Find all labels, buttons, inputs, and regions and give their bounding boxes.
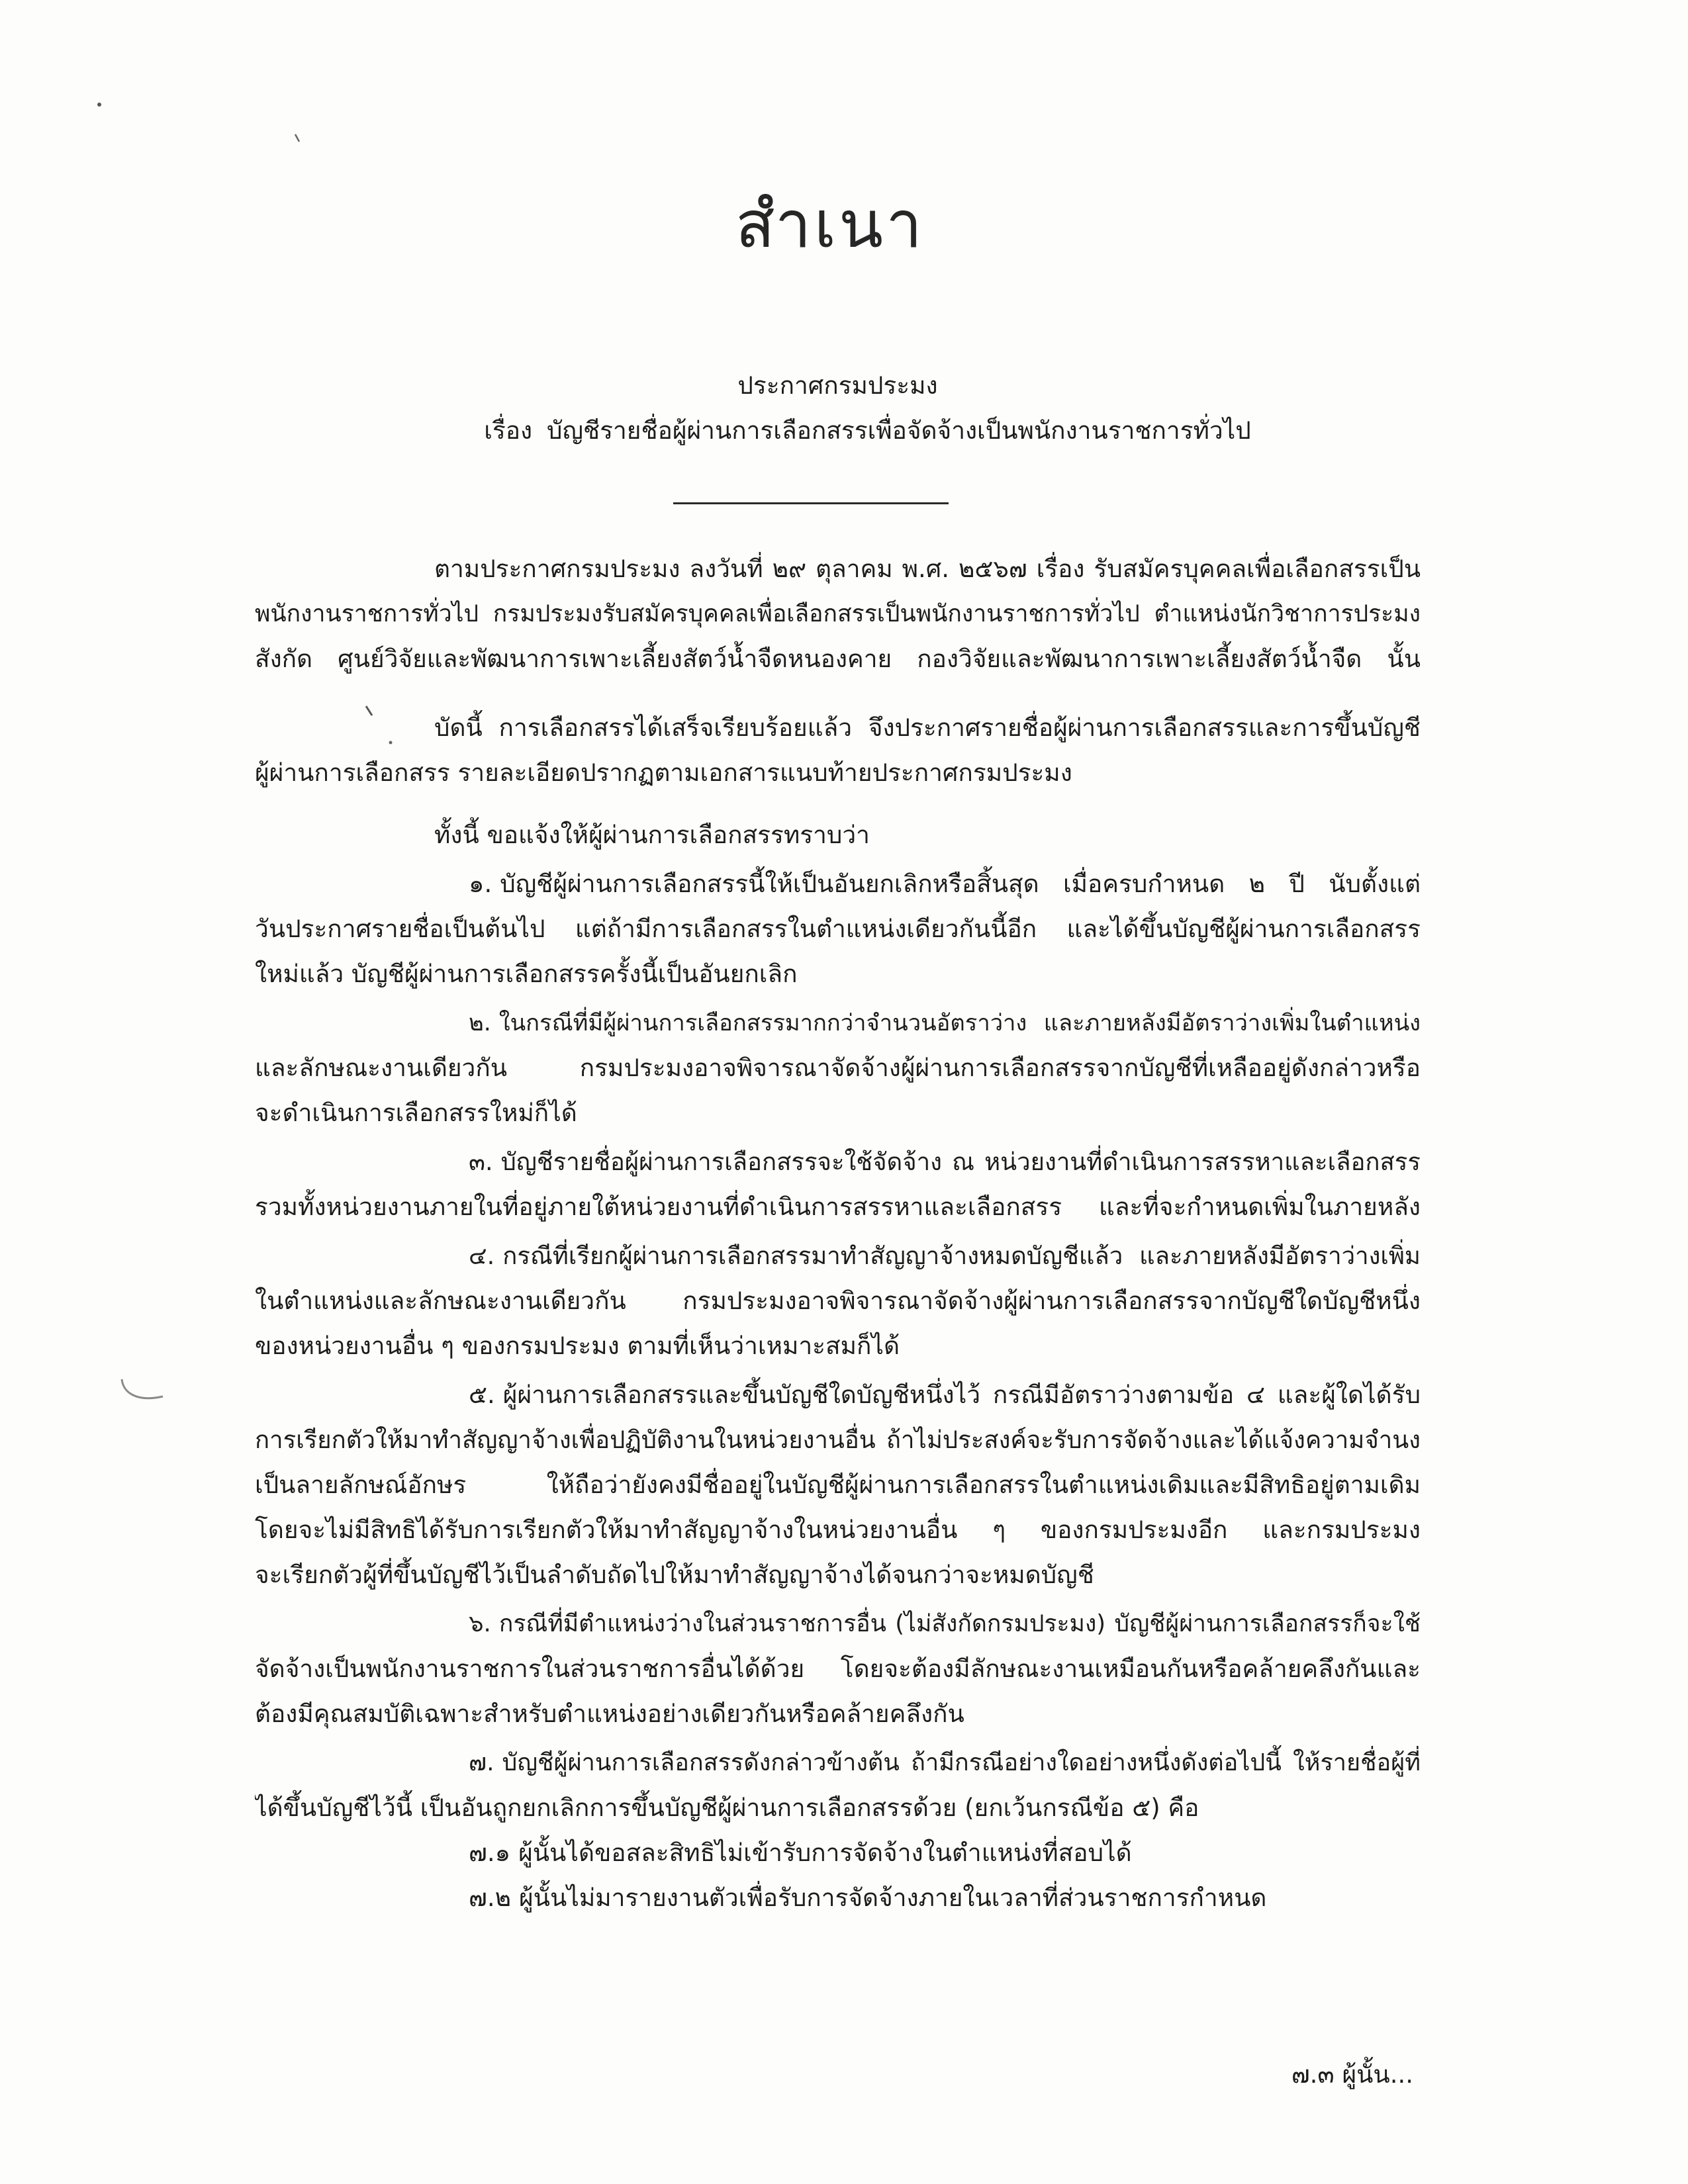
item-first-line [255, 1140, 1421, 1185]
notice-item-1 [255, 862, 1421, 997]
announcement-title: ประกาศกรมประมง [737, 371, 938, 400]
item-number: ๓. [469, 1148, 493, 1176]
preamble-line: พนักงานราชการทั่วไป กรมประมงรับสมัครบุคคลเพื่อเลือกสรรเป็นพนักงานราชการทั่วไป ตำแหน่งนักวิชาการประมง [255, 600, 1421, 627]
item-line: เป็นลายลักษณ์อักษร ให้ถือว่ายังคงมีชื่ออยู่ในบัญชีผู้ผ่านการเลือกสรรในตำแหน่งเดิมและมีสิทธิอยู่ตามเดิม [255, 1471, 1421, 1499]
scan-speck [295, 134, 299, 142]
item-line: ในตำแหน่งและลักษณะงานเดียวกัน กรมประมงอาจพิจารณาจัดจ้างผู้ผ่านการเลือกสรรจากบัญชีใดบัญชีหนึ่ง [255, 1287, 1421, 1315]
item-text: บัญชีผู้ผ่านการเลือกสรรดังกล่าวข้างต้น ถ้ามีกรณีอย่างใดอย่างหนึ่งดังต่อไปนี้ ให้รายชื่อผู้ที่ [502, 1749, 1421, 1776]
item-line: จะเรียกตัวผู้ที่ขึ้นบัญชีไว้เป็นลำดับถัดไปให้มาทำสัญญาจ้างได้จนกว่าจะหมดบัญชี [255, 1561, 1094, 1589]
item-number: ๒. [469, 1010, 491, 1036]
item-number: ๔. [469, 1242, 495, 1270]
notice-item-2 [255, 1001, 1421, 1136]
subject-label: เรื่อง [484, 416, 533, 445]
announcement-subject [255, 408, 1421, 453]
copy-stamp: สำเนา [735, 187, 925, 263]
item-line: ของหน่วยงานอื่น ๆ ของกรมประมง ตามที่เห็นว่าเหมาะสมก็ได้ [255, 1332, 900, 1360]
item-line: วันประกาศรายชื่อเป็นต้นไป แต่ถ้ามีการเลือกสรรในตำแหน่งเดียวกันนี้อีก และได้ขึ้นบัญชีผู้ผ่านการเลือกสรร [255, 915, 1421, 943]
sub-item-number: ๗.๑ [469, 1839, 511, 1867]
sub-item-7-1 [255, 1831, 1421, 1876]
announcement-paragraph [255, 705, 1421, 796]
item-number: ๗. [469, 1749, 494, 1776]
notice-intro: ทั้งนี้ ขอแจ้งให้ผู้ผ่านการเลือกสรรทราบว่า [434, 821, 870, 849]
item-text: บัญชีผู้ผ่านการเลือกสรรนี้ให้เป็นอันยกเลิกหรือสิ้นสุด เมื่อครบกำหนด ๒ ปี นับตั้งแต่ [500, 870, 1421, 898]
announcement-line: บัดนี้ การเลือกสรรได้เสร็จเรียบร้อยแล้ว จึงประกาศรายชื่อผู้ผ่านการเลือกสรรและการขึ้นบัญชี [434, 713, 1421, 742]
item-first-line [255, 1001, 1421, 1046]
preamble-line: สังกัด ศูนย์วิจัยและพัฒนาการเพาะเลี้ยงสัตว์น้ำจืดหนองคาย กองวิจัยและพัฒนาการเพาะเลี้ยงสัตว์น้ำจืด นั้น [255, 645, 1421, 673]
sub-item-7-2 [255, 1876, 1421, 1921]
item-text: ในกรณีที่มีผู้ผ่านการเลือกสรรมากกว่าจำนวนอัตราว่าง และภายหลังมีอัตราว่างเพิ่มในตำแหน่ง [498, 1010, 1421, 1036]
notice-item-4 [255, 1234, 1421, 1369]
item-text: กรณีที่เรียกผู้ผ่านการเลือกสรรมาทำสัญญาจ้างหมดบัญชีแล้ว และภายหลังมีอัตราว่างเพิ่ม [502, 1242, 1421, 1270]
item-line: โดยจะไม่มีสิทธิได้รับการเรียกตัวให้มาทำสัญญาจ้างในหน่วยงานอื่น ๆ ของกรมประมงอีก และกรมประมง [255, 1516, 1421, 1544]
item-number: ๕. [469, 1381, 495, 1409]
page-continuation: ๗.๓ ผู้นั้น... [1291, 2060, 1413, 2089]
item-line: รวมทั้งหน่วยงานภายในที่อยู่ภายใต้หน่วยงานที่ดำเนินการสรรหาและเลือกสรร และที่จะกำหนดเพิ่มในภายหลัง [255, 1193, 1421, 1221]
preamble-paragraph [255, 547, 1421, 682]
item-first-line [255, 862, 1421, 907]
item-first-line [255, 1741, 1421, 1786]
item-number: ๑. [469, 870, 492, 898]
scan-speck [97, 103, 101, 107]
item-line: ได้ขึ้นบัญชีไว้นี้ เป็นอันถูกยกเลิกการขึ้นบัญชีผู้ผ่านการเลือกสรรด้วย (ยกเว้นกรณีข้อ ๕) คือ [255, 1794, 1199, 1822]
item-first-line [255, 1602, 1421, 1647]
item-first-line [255, 1373, 1421, 1418]
announcement-header [255, 363, 1421, 453]
announcement-line: ผู้ผ่านการเลือกสรร รายละเอียดปรากฏตามเอกสารแนบท้ายประกาศกรมประมง [255, 758, 1072, 787]
notice-item-5 [255, 1373, 1421, 1598]
item-number: ๖. [469, 1610, 491, 1637]
sub-item-number: ๗.๒ [469, 1884, 511, 1912]
item-line: การเรียกตัวให้มาทำสัญญาจ้างเพื่อปฏิบัติงานในหน่วยงานอื่น ถ้าไม่ประสงค์จะรับการจัดจ้างและได้แจ้งความจำนง [255, 1426, 1421, 1454]
item-text: บัญชีรายชื่อผู้ผ่านการเลือกสรรจะใช้จัดจ้าง ณ หน่วยงานที่ดำเนินการสรรหาและเลือกสรร [500, 1148, 1421, 1176]
item-text: ผู้ผ่านการเลือกสรรและขึ้นบัญชีใดบัญชีหนึ่งไว้ กรณีมีอัตราว่างตามข้อ ๔ และผู้ใดได้รับ [502, 1381, 1421, 1409]
sub-item-text: ผู้นั้นไม่มารายงานตัวเพื่อรับการจัดจ้างภายในเวลาที่ส่วนราชการกำหนด [518, 1884, 1267, 1912]
item-line: และลักษณะงานเดียวกัน กรมประมงอาจพิจารณาจัดจ้างผู้ผ่านการเลือกสรรจากบัญชีที่เหลืออยู่ดังกล่าวหรือ [255, 1054, 1421, 1082]
subject-text: บัญชีรายชื่อผู้ผ่านการเลือกสรรเพื่อจัดจ้างเป็นพนักงานราชการทั่วไป [547, 416, 1251, 445]
item-line: ต้องมีคุณสมบัติเฉพาะสำหรับตำแหน่งอย่างเดียวกันหรือคล้ายคลึงกัน [255, 1700, 964, 1728]
preamble-line: ตามประกาศกรมประมง ลงวันที่ ๒๙ ตุลาคม พ.ศ. ๒๕๖๗ เรื่อง รับสมัครบุคคลเพื่อเลือกสรรเป็น [434, 555, 1421, 583]
notice-item-7 [255, 1741, 1421, 1921]
sub-item-text: ผู้นั้นได้ขอสละสิทธิไม่เข้ารับการจัดจ้างในตำแหน่งที่สอบได้ [518, 1839, 1132, 1867]
item-line: ใหม่แล้ว บัญชีผู้ผ่านการเลือกสรรครั้งนี้เป็นอันยกเลิก [255, 960, 798, 988]
item-text: กรณีที่มีตำแหน่งว่างในส่วนราชการอื่น (ไม่สังกัดกรมประมง) บัญชีผู้ผ่านการเลือกสรรก็จะใช้ [498, 1610, 1421, 1637]
punch-hole-mark [122, 1379, 163, 1398]
notice-item-3 [255, 1140, 1421, 1230]
header-divider [673, 502, 949, 504]
item-first-line [255, 1234, 1421, 1279]
document-body [255, 547, 1421, 1921]
item-line: จัดจ้างเป็นพนักงานราชการในส่วนราชการอื่นได้ด้วย โดยจะต้องมีลักษณะงานเหมือนกันหรือคล้ายคลึงกันและ [255, 1655, 1421, 1683]
notice-item-6 [255, 1602, 1421, 1737]
item-line: จะดำเนินการเลือกสรรใหม่ก็ได้ [255, 1099, 577, 1127]
